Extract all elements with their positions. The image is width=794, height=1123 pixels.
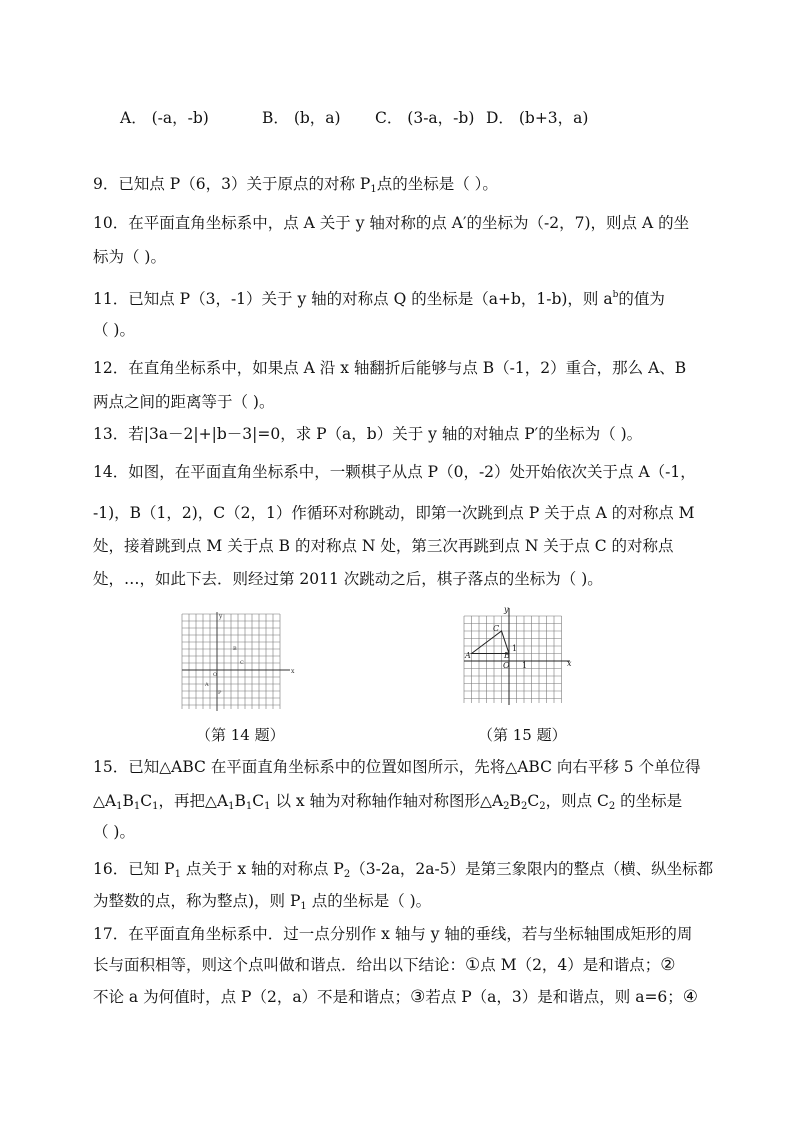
question-14-line-1: 14．如图，在平面直角坐标系中，一颗棋子从点 P（0，-2）处开始依次关于点 A（-1，	[93, 463, 696, 481]
question-10-line-2: 标为（ )。	[93, 248, 166, 266]
q8-option-a: A． (-a，-b)	[120, 109, 209, 127]
q15-seg: 以 x 轴为对称轴作轴对称图形△A	[270, 792, 504, 810]
question-17-line-3	[93, 987, 698, 1007]
q11-text-a: 11．已知点 P（3，-1）关于 y 轴的对称点 Q 的坐标是（a+b，1-b)，则 a	[93, 290, 613, 308]
figure-15-grid	[462, 606, 574, 706]
q16-seg: 16．已知 P	[93, 860, 175, 878]
question-17-line-2	[93, 955, 676, 975]
q15-seg: C	[527, 792, 540, 810]
fig14-c-label: C	[240, 660, 244, 666]
question-16-line-1	[93, 859, 713, 885]
q15-seg: B	[509, 792, 521, 810]
q17-circle-1: ①	[465, 955, 481, 975]
fig15-c-label: C	[493, 624, 500, 633]
q15-sub: 2	[520, 801, 528, 812]
q16-sub: 1	[300, 901, 307, 912]
fig15-x-unit-label: 1	[522, 661, 528, 670]
q16-sub: 1	[174, 869, 181, 880]
fig14-x-label: x	[291, 668, 295, 675]
question-9	[93, 174, 498, 200]
q15-sub: 1	[228, 801, 235, 812]
q15-sub: 2	[503, 801, 510, 812]
question-12-line-1: 12．在直角坐标系中，如果点 A 沿 x 轴翻折后能够与点 B（-1，2）重合，那么 A、B	[93, 359, 687, 377]
q15-sub: 1	[116, 801, 123, 812]
question-11-line-2: （ )。	[93, 321, 135, 339]
fig15-b-label: B	[504, 651, 510, 660]
question-15-line-2	[93, 791, 682, 817]
fig14-b-label: B	[233, 646, 237, 652]
q17-circle-4: ④	[682, 987, 699, 1007]
q15-seg: C	[140, 792, 153, 810]
figure-15-caption: （第 15 题）	[478, 726, 567, 744]
fig14-a-label: A	[205, 682, 209, 688]
q15-sub: 1	[152, 801, 159, 812]
figure-15-gridlines	[464, 616, 562, 703]
fig15-a-label: A	[465, 651, 471, 660]
question-10-line-1: 10．在平面直角坐标系中，点 A 关于 y 轴对称的点 A′的坐标为（-2，7)，则点 A 的坐	[93, 214, 690, 232]
question-17-line-1: 17．在平面直角坐标系中．过一点分别作 x 轴与 y 轴的垂线，若与坐标轴围成矩形的周	[93, 925, 693, 943]
q15-seg: B	[122, 792, 134, 810]
question-11-line-1	[93, 285, 665, 309]
question-12-line-2: 两点之间的距离等于（ )。	[93, 393, 275, 411]
q9-sub: 1	[370, 184, 377, 195]
q17-circle-2: ②	[660, 955, 676, 975]
q8-options	[120, 108, 589, 128]
q16-seg: （3-2a，2a-5）是第三象限内的整点（横、纵坐标都	[350, 860, 714, 878]
figure-14-caption: （第 14 题）	[196, 726, 285, 744]
q15-sub: 1	[264, 801, 271, 812]
q17-seg: 不论 a 为何值时，点 P（2，a）不是和谐点；	[93, 988, 411, 1006]
q8-option-d: D． (b+3，a)	[486, 109, 589, 127]
q16-seg: 点关于 x 轴的对称点 P	[180, 860, 344, 878]
q9-text-a: 9．已知点 P（6，3）关于原点的对称 P	[93, 175, 371, 193]
fig15-y-label: y	[504, 606, 509, 614]
q15-sub: 1	[245, 801, 253, 812]
fig15-y-unit-label: 1	[512, 644, 518, 653]
fig14-p-label: P	[218, 690, 222, 696]
q8-option-c: C． (3-a，-b)	[375, 109, 475, 127]
q17-seg: 点 M（2，4）是和谐点；	[480, 956, 661, 974]
figure-14-grid	[180, 612, 296, 712]
question-16-line-2	[93, 891, 431, 917]
question-14-line-3: 处，接着跳到点 M 关于点 B 的对称点 N 处，第三次再跳到点 N 关于点 C 的对称点	[93, 537, 674, 555]
fig15-origin-label: O	[503, 661, 510, 670]
q16-seg: 点的坐标是（ )。	[306, 892, 432, 910]
q16-sub: 2	[343, 869, 351, 880]
q15-seg: ，则点 C	[545, 792, 609, 810]
q11-text-b: 的值为	[618, 290, 665, 308]
q15-seg: ，再把△A	[158, 792, 229, 810]
fig15-x-label: x	[567, 659, 572, 668]
q17-seg: 若点 P（a，3）是和谐点，则 a=6；	[425, 988, 683, 1006]
q15-sub: 1	[133, 801, 141, 812]
question-14-line-4: 处，…，如此下去．则经过第 2011 次跳动之后，棋子落点的坐标为（ )。	[93, 570, 603, 588]
q15-sub: 2	[539, 801, 546, 812]
q16-seg: 为整数的点，称为整点)，则 P	[93, 892, 301, 910]
q15-seg: C	[252, 792, 265, 810]
q15-sub: 2	[608, 801, 616, 812]
fig14-origin-label: O	[213, 672, 218, 678]
question-15-line-3: （ )。	[93, 823, 135, 841]
q9-text-b: 点的坐标是（ ）。	[376, 175, 498, 193]
question-14-line-2: -1)，B（1，2)，C（2，1）作循环对称跳动，即第一次跳到点 P 关于点 A 的对称点 M	[93, 504, 695, 522]
q15-seg: B	[234, 792, 246, 810]
figure-14-axes	[182, 612, 290, 711]
q11-sup: b	[612, 290, 619, 300]
q17-circle-3: ③	[410, 987, 426, 1007]
q17-seg: 长与面积相等，则这个点叫做和谐点．给出以下结论：	[93, 956, 466, 974]
question-15-line-1: 15．已知△ABC 在平面直角坐标系中的位置如图所示，先将△ABC 向右平移 5 个单位得	[93, 758, 701, 776]
q15-seg: 的坐标是	[615, 792, 683, 810]
question-13: 13．若|3a－2|+|b－3|=0，求 P（a，b）关于 y 轴的对轴点 P′的坐标为（ )。	[93, 425, 643, 443]
q8-option-b: B． (b，a)	[262, 109, 341, 127]
q15-seg: △A	[93, 792, 117, 810]
fig14-y-label: y	[219, 613, 223, 620]
figure-14-gridlines	[182, 614, 280, 709]
